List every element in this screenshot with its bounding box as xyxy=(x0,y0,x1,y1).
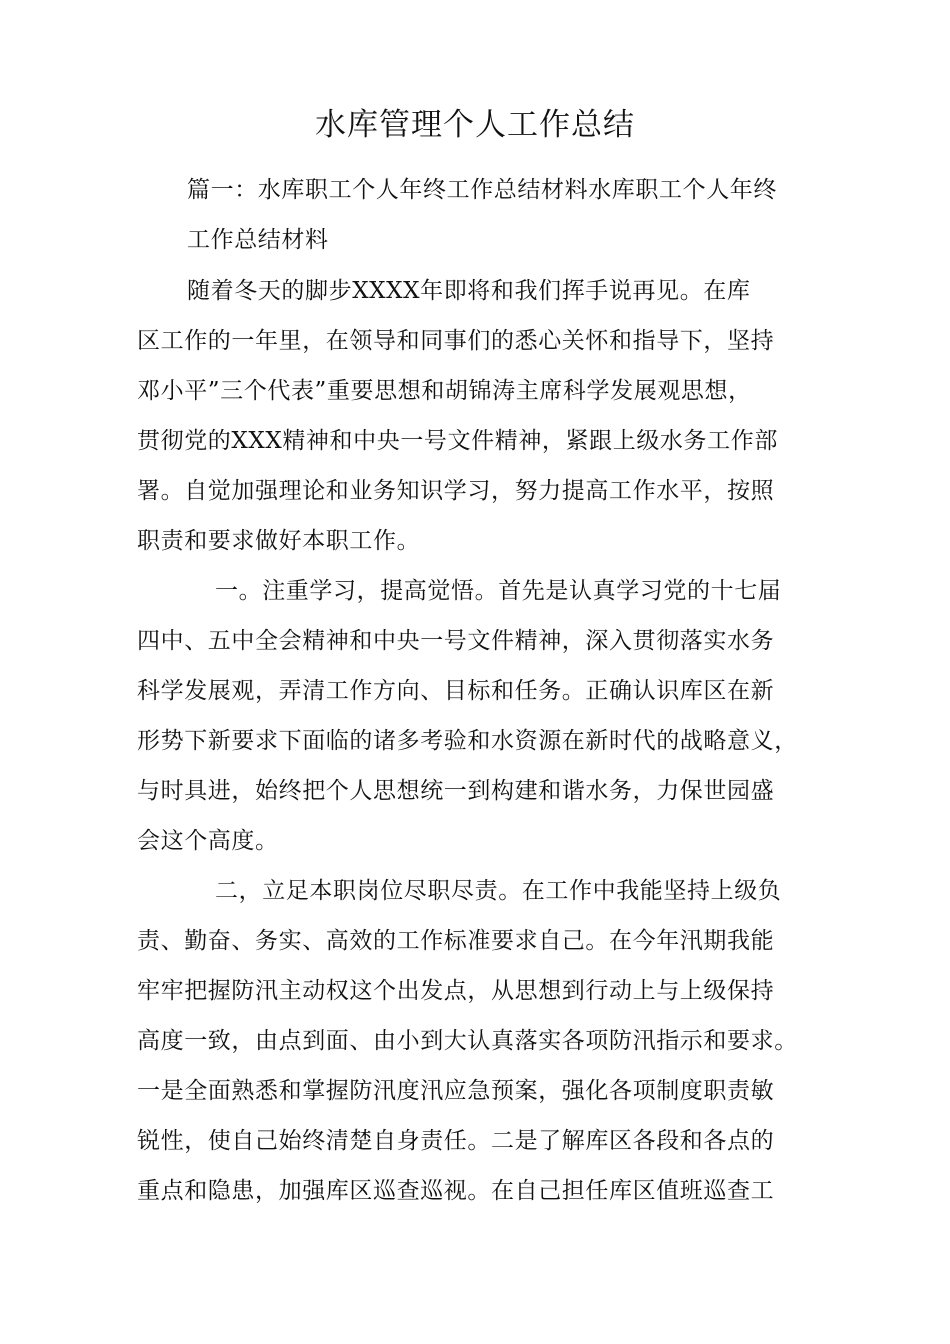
document-title: 水库管理个人工作总结 xyxy=(315,107,635,143)
text-line: 高度一致，由点到面、由小到大认真落实各项防汛指示和要求。 xyxy=(137,1028,798,1054)
text-line: 会这个高度。 xyxy=(137,828,279,854)
text-line: 与时具进，始终把个人思想统一到构建和谐水务，力保世园盛 xyxy=(137,778,775,804)
text-line: 一。注重学习，提高觉悟。首先是认真学习党的十七届 xyxy=(215,578,782,604)
text-line: 区工作的一年里，在领导和同事们的悉心关怀和指导下，坚持 xyxy=(137,328,775,354)
text-line: 贯彻党的XXX精神和中央一号文件精神，紧跟上级水务工作部 xyxy=(137,428,778,454)
text-line: 责、勤奋、务实、高效的工作标准要求自己。在今年汛期我能 xyxy=(137,928,775,954)
text-line: 二，立足本职岗位尽职尽责。在工作中我能坚持上级负 xyxy=(215,878,782,904)
text-line: 篇一：水库职工个人年终工作总结材料水库职工个人年终 xyxy=(187,177,777,203)
text-line: 工作总结材料 xyxy=(187,227,329,253)
text-line: 重点和隐患，加强库区巡查巡视。在自己担任库区值班巡查工 xyxy=(137,1178,775,1204)
text-line: 牢牢把握防汛主动权这个出发点，从思想到行动上与上级保持 xyxy=(137,978,775,1004)
text-line: 署。自觉加强理论和业务知识学习，努力提高工作水平，按照 xyxy=(137,478,775,504)
text-line: 四中、五中全会精神和中央一号文件精神，深入贯彻落实水务 xyxy=(137,628,775,654)
text-line: 锐性，使自己始终清楚自身责任。二是了解库区各段和各点的 xyxy=(137,1128,775,1154)
text-line: 随着冬天的脚步XXXX年即将和我们挥手说再见。在库 xyxy=(187,278,751,304)
text-line: 形势下新要求下面临的诸多考验和水资源在新时代的战略意义， xyxy=(137,728,798,754)
text-line: 邓小平”三个代表”重要思想和胡锦涛主席科学发展观思想， xyxy=(137,378,752,404)
text-line: 科学发展观，弄清工作方向、目标和任务。正确认识库区在新 xyxy=(137,678,775,704)
text-line: 一是全面熟悉和掌握防汛度汛应急预案，强化各项制度职责敏 xyxy=(137,1078,775,1104)
text-line: 职责和要求做好本职工作。 xyxy=(137,528,421,554)
